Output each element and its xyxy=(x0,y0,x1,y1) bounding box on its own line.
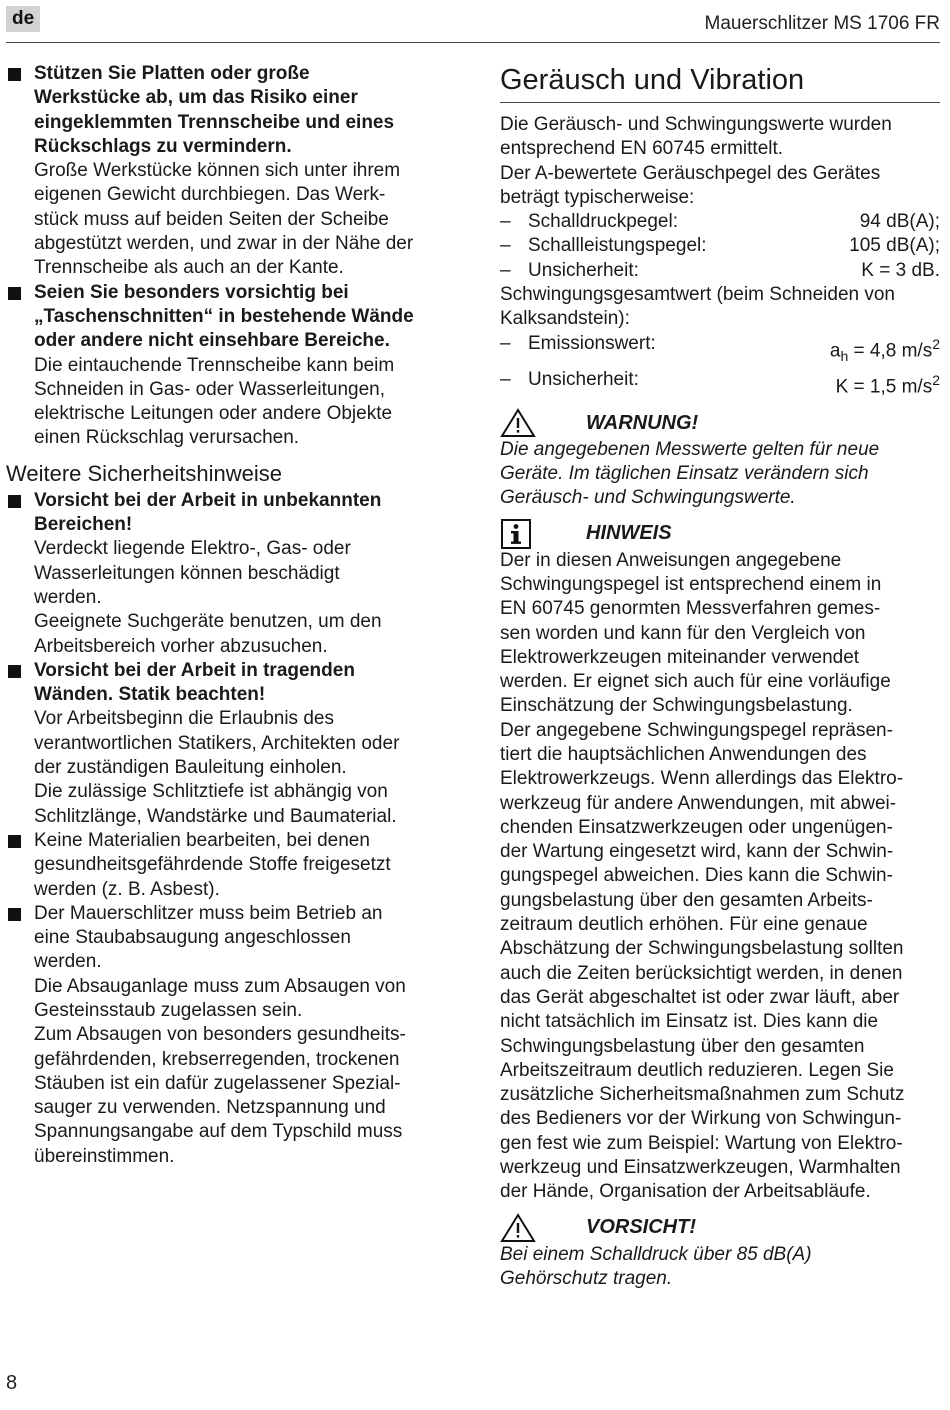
left-column xyxy=(6,62,456,1169)
warning-label: WARNUNG! xyxy=(586,411,699,434)
safety-item-support-panels xyxy=(6,62,456,281)
square-bullet-icon xyxy=(8,665,21,678)
item-heading: Vorsicht bei der Arbeit in unbekannten Bereichen! xyxy=(34,489,382,536)
square-bullet-icon xyxy=(8,68,21,81)
safety-item-dust-extraction xyxy=(6,902,456,1169)
safety-item-hazardous-materials xyxy=(6,829,456,902)
vibration-row: – Unsicherheit: K = 1,5 $m/s^2$ xyxy=(500,369,940,398)
language-tag: de xyxy=(6,6,40,32)
caution-text: Bei einem Schalldruck über 85 dB(A) Gehörschutz tragen. xyxy=(500,1243,812,1289)
header-divider xyxy=(6,42,940,43)
note-text: Der in diesen Anweisungen angegebene Schwingungspegel ist entsprechend einem in EN 60745 genormten Messverfahren gemes- sen worden und kann für den Vergleich von Elektrowerkzeugen miteinander verwendet werden. Er eignet sich auch für eine vorläufige Einschätzung der Schwingungsbelastung. Der angegebene Schwingungspegel repräsen- tiert die hauptsächlichen Anwendungen des Elektrowerkzeugs. Wenn allerdings das Elektro- werkzeug für andere Anwendungen, mit abwei- chenden Einsatzwerkzeugen oder ungenügen- der Wartung eingesetzt wird, kann der Schwin- gungspegel abweichen. Dies kann die Schwin- gungsbelastung über den gesamten Arbeits- zeitraum deutlich erhöhen. Für eine genaue Abschätzung der Schwingungsbelastung sollten auch die Zeiten berücksichtigt werden, in denen das Gerät abgeschaltet ist oder zwar läuft, aber nicht tatsächlich im Einsatz ist. Dies kann die Schwingungsbelastung über den gesamten Arbeitszeitraum deutlich reduzieren. Legen Sie zusätzliche Sicherheitsmaßnahmen zum Schutz des Bedieners vor der Wirkung von Schwingun- gen fest wie zum Beispiel: Wartung von Elektro- werkzeug und Einsatzwerkzeugen, Warmhalten der Hände, Organisation der Arbeitsabläufe. xyxy=(500,549,905,1203)
warning-header xyxy=(500,408,940,438)
warning-text: Die angegebenen Messwerte gelten für neue Geräte. Im täglichen Einsatz verändern sich Geräusch- und Schwingungswerte. xyxy=(500,438,880,509)
document-title: Mauerschlitzer MS 1706 FR xyxy=(704,13,940,34)
item-heading: Stützen Sie Platten oder große Werkstücke ab, um das Risiko einer eingeklemmten Trennscheibe und eines Rückschlags zu vermindern. xyxy=(34,63,395,157)
safety-item-unknown-areas xyxy=(6,489,456,659)
info-icon xyxy=(500,519,536,549)
item-text: Die eintauchende Trennscheibe kann beim Schneiden in Gas- oder Wasserleitungen, elektrische Leitungen oder andere Objekte einen Rückschlag verursachen. xyxy=(34,354,395,449)
noise-row: – Schalldruckpegel: 94 dB(A); xyxy=(500,211,940,233)
noise-row: – Unsicherheit: K = 3 dB. xyxy=(500,259,940,281)
square-bullet-icon xyxy=(8,908,21,921)
vibration-intro: Schwingungsgesamtwert (beim Schneiden von Kalksandstein): xyxy=(500,284,895,330)
item-text: Große Werkstücke können sich unter ihrem eigenen Gewicht durchbiegen. Das Werk- stück muss auf beiden Seiten der Scheibe abgestützt werden, und zwar in der Nähe der Trennscheibe als auch an der Kante. xyxy=(34,160,414,279)
caution-triangle-icon xyxy=(500,1213,536,1243)
page-number: 8 xyxy=(6,1372,18,1394)
caution-label: VORSICHT! xyxy=(586,1216,696,1239)
safety-item-pocket-cuts xyxy=(6,281,456,451)
item-text: Keine Materialien bearbeiten, bei denen gesundheitsgefährdende Stoffe freigesetzt werden (z. B. Asbest). xyxy=(34,829,391,900)
square-bullet-icon xyxy=(8,495,21,508)
vibration-values xyxy=(500,332,940,400)
safety-item-load-bearing-walls xyxy=(6,659,456,829)
square-bullet-icon xyxy=(8,287,21,300)
vibration-row: – Emissionswert: $a_h = 4,8$ $m/s^2$ xyxy=(500,332,940,364)
noise-row: – Schallleistungspegel: 105 dB(A); xyxy=(500,235,940,257)
caution-header xyxy=(500,1213,940,1243)
square-bullet-icon xyxy=(8,835,21,848)
right-column xyxy=(500,62,940,1291)
item-heading: Vorsicht bei der Arbeit in tragenden Wänden. Statik beachten! xyxy=(34,659,355,706)
intro-text: Die Geräusch- und Schwingungswerte wurden entsprechend EN 60745 ermittelt. Der A-bewertete Geräuschpegel des Gerätes beträgt typischerweise: xyxy=(500,114,892,208)
item-heading: Seien Sie besonders vorsichtig bei „Taschenschnitten“ in bestehende Wände oder andere nicht einsehbare Bereiche. xyxy=(34,281,414,352)
item-text: Vor Arbeitsbeginn die Erlaubnis des verantwortlichen Statikers, Architekten oder der zuständigen Bauleitung einholen. Die zulässige Schlitztiefe ist abhängig von Schlitzlänge, Wandstärke und Baumaterial. xyxy=(34,708,400,827)
item-text: Verdeckt liegende Elektro-, Gas- oder Wasserleitungen können beschädigt werden. Geeignete Suchgeräte benutzen, um den Arbeitsbereich vorher abzusuchen. xyxy=(34,538,382,657)
note-label: HINWEIS xyxy=(586,522,672,545)
section-subheading: Weitere Sicherheitshinweise xyxy=(6,460,282,486)
note-header xyxy=(500,519,940,549)
noise-values xyxy=(500,210,940,283)
item-text: Der Mauerschlitzer muss beim Betrieb an eine Staubabsaugung angeschlossen werden. Die Absauganlage muss zum Absaugen von Gesteinsstaub zugelassen sein. Zum Absaugen von besonders gesundheits- gefährdenden, krebserregenden, trockenen Stäuben ist ein dafür zugelassener Spezial- sauger zu verwenden. Netzspannung und Spannungsangabe auf dem Typschild muss übereinstimmen. xyxy=(34,902,406,1167)
section-title: Geräusch und Vibration xyxy=(500,62,940,103)
warning-triangle-icon xyxy=(500,408,536,438)
